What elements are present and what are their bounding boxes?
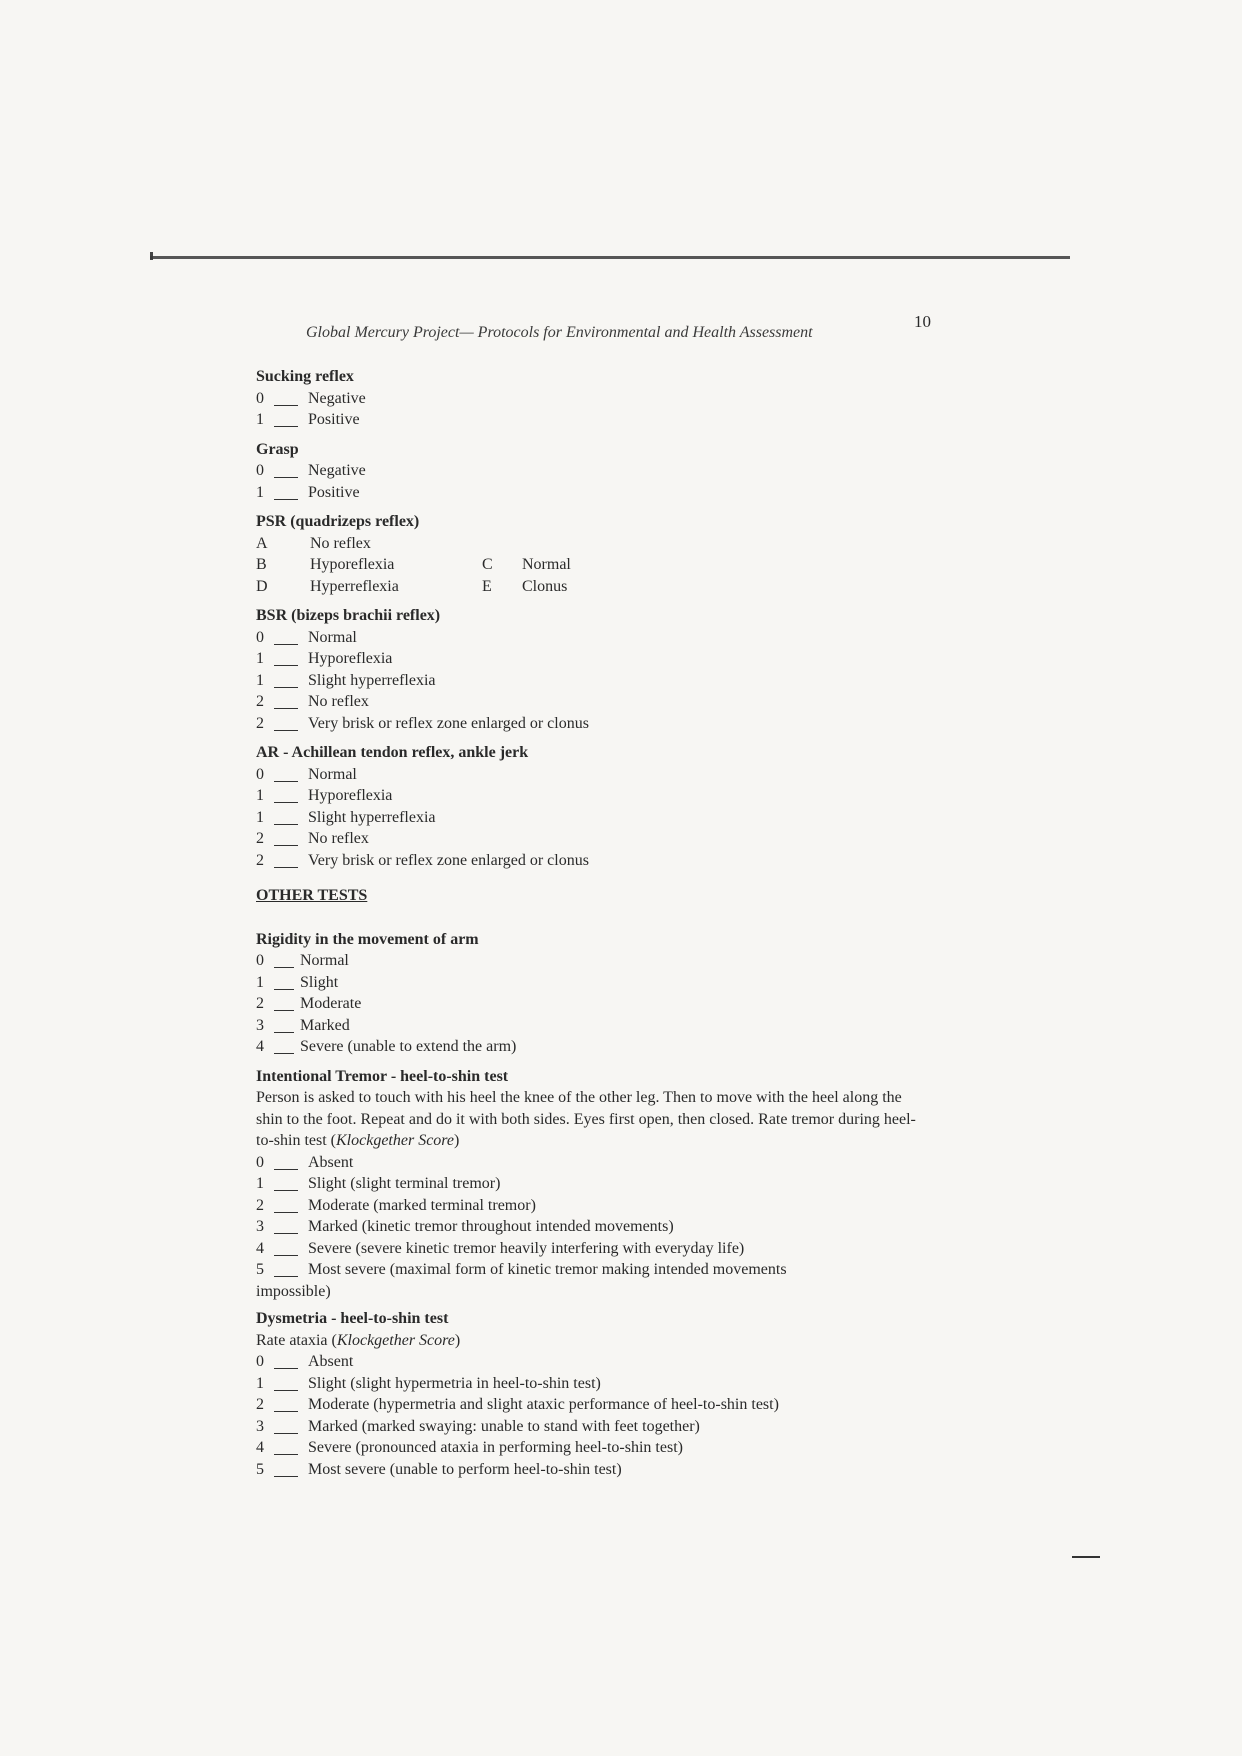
option-row: 2 Very brisk or reflex zone enlarged or clonus (256, 851, 589, 869)
option-row: 1 Slight (256, 973, 339, 991)
option-row: 1 Hyporeflexia (256, 787, 393, 804)
blank-field[interactable] (274, 1032, 294, 1033)
section-heading: AR - Achillean tendon reflex, ankle jerk (256, 744, 529, 761)
option-row: 2 Moderate (marked terminal tremor) (256, 1196, 536, 1214)
psr-row: A No reflex (256, 534, 371, 552)
option-row: 2 No reflex (256, 830, 369, 847)
blank-field[interactable] (274, 1476, 298, 1477)
blank-field[interactable] (274, 405, 298, 406)
option-row: 5 Most severe (maximal form of kinetic tremor making intended movements (256, 1261, 787, 1278)
blank-field[interactable] (274, 967, 294, 968)
bottom-dash-mark (1072, 1556, 1100, 1558)
section-heading: Sucking reflex (256, 368, 354, 385)
blank-field[interactable] (274, 644, 298, 645)
blank-field[interactable] (274, 1010, 294, 1011)
section-heading: Rigidity in the movement of arm (256, 930, 479, 948)
page-number: 10 (914, 312, 931, 331)
blank-field[interactable] (274, 824, 298, 825)
option-row: 1 Positive (256, 411, 360, 428)
option-row: 0 Negative (256, 462, 366, 479)
option-row: 3 Marked (kinetic tremor throughout intended movements) (256, 1218, 674, 1235)
section-heading: PSR (quadrizeps reflex) (256, 513, 420, 530)
tremor-section (256, 1066, 916, 1303)
blank-field[interactable] (274, 708, 298, 709)
option-row: 0 Absent (256, 1153, 354, 1171)
blank-field[interactable] (274, 1276, 298, 1277)
other-tests-heading: OTHER TESTS (256, 887, 368, 904)
blank-field[interactable] (274, 781, 298, 782)
blank-field[interactable] (274, 426, 298, 427)
bsr-section (256, 605, 916, 734)
option-row: 0 Normal (256, 765, 357, 783)
blank-field[interactable] (274, 867, 298, 868)
top-rule (150, 256, 1070, 259)
blank-field[interactable] (274, 687, 298, 688)
option-row: 1 Slight hyperreflexia (256, 671, 436, 689)
blank-field[interactable] (274, 1190, 298, 1191)
blank-field[interactable] (274, 1233, 298, 1234)
blank-field[interactable] (274, 1169, 298, 1170)
dysmetria-section (256, 1308, 916, 1480)
rigidity-section (256, 929, 916, 1058)
section-heading: Grasp (256, 440, 299, 458)
blank-field[interactable] (274, 802, 298, 803)
blank-field[interactable] (274, 989, 294, 990)
blank-field[interactable] (274, 1411, 298, 1412)
blank-field[interactable] (274, 730, 298, 731)
option-row: 0 Normal (256, 628, 357, 646)
section-heading: Dysmetria - heel-to-shin test (256, 1310, 449, 1327)
option-row: 0 Normal (256, 952, 349, 969)
ar-section (256, 742, 916, 871)
running-header: Global Mercury Project— Protocols for Environmental and Health Assessment (306, 324, 813, 341)
tremor-description: Person is asked to touch with his heel the knee of the other leg. Then to move with the heel along the shin to the foot. Repeat and do it with both sides. Eyes first open, then closed. Rate tremor during heel-to-shin test (Klockgether Score) (256, 1089, 916, 1149)
option-row: 3 Marked (256, 1016, 350, 1034)
option-continuation: impossible) (256, 1282, 331, 1300)
sucking-reflex-section (256, 366, 916, 431)
section-heading: BSR (bizeps brachii reflex) (256, 607, 441, 624)
blank-field[interactable] (274, 1433, 298, 1434)
blank-field[interactable] (274, 1390, 298, 1391)
psr-section (256, 511, 916, 597)
blank-field[interactable] (274, 1053, 294, 1054)
option-row: 2 No reflex (256, 693, 369, 710)
option-row: 2 Moderate (256, 995, 362, 1012)
option-row: 0 Negative (256, 389, 366, 407)
option-row: 1 Slight (slight terminal tremor) (256, 1175, 501, 1192)
blank-field[interactable] (274, 665, 298, 666)
blank-field[interactable] (274, 1368, 298, 1369)
grasp-section (256, 439, 916, 504)
option-row: 2 Very brisk or reflex zone enlarged or clonus (256, 714, 589, 732)
blank-field[interactable] (274, 1454, 298, 1455)
option-row: 2 Moderate (hypermetria and slight ataxic performance of heel-to-shin test) (256, 1396, 779, 1413)
document-body (256, 366, 916, 1488)
blank-field[interactable] (274, 845, 298, 846)
option-row: 4 Severe (severe kinetic tremor heavily interfering with everyday life) (256, 1239, 745, 1257)
blank-field[interactable] (274, 1212, 298, 1213)
option-row: 1 Hyporeflexia (256, 650, 393, 667)
dysmetria-description: Rate ataxia (Klockgether Score) (256, 1331, 461, 1349)
blank-field[interactable] (274, 499, 298, 500)
option-row: 1 Slight (slight hypermetria in heel-to-shin test) (256, 1374, 601, 1392)
option-row: 1 Positive (256, 483, 360, 501)
option-row: 0 Absent (256, 1353, 354, 1370)
option-row: 5 Most severe (unable to perform heel-to-shin test) (256, 1460, 622, 1478)
blank-field[interactable] (274, 477, 298, 478)
option-row: 3 Marked (marked swaying: unable to stand with feet together) (256, 1417, 700, 1435)
option-row: 1 Slight hyperreflexia (256, 808, 436, 826)
blank-field[interactable] (274, 1255, 298, 1256)
option-row: 4 Severe (pronounced ataxia in performing heel-to-shin test) (256, 1439, 683, 1456)
section-heading: Intentional Tremor - heel-to-shin test (256, 1067, 509, 1085)
option-row: 4 Severe (unable to extend the arm) (256, 1038, 517, 1055)
psr-row: B Hyporeflexia C Normal (256, 556, 571, 573)
psr-row: D Hyperreflexia E Clonus (256, 577, 568, 595)
